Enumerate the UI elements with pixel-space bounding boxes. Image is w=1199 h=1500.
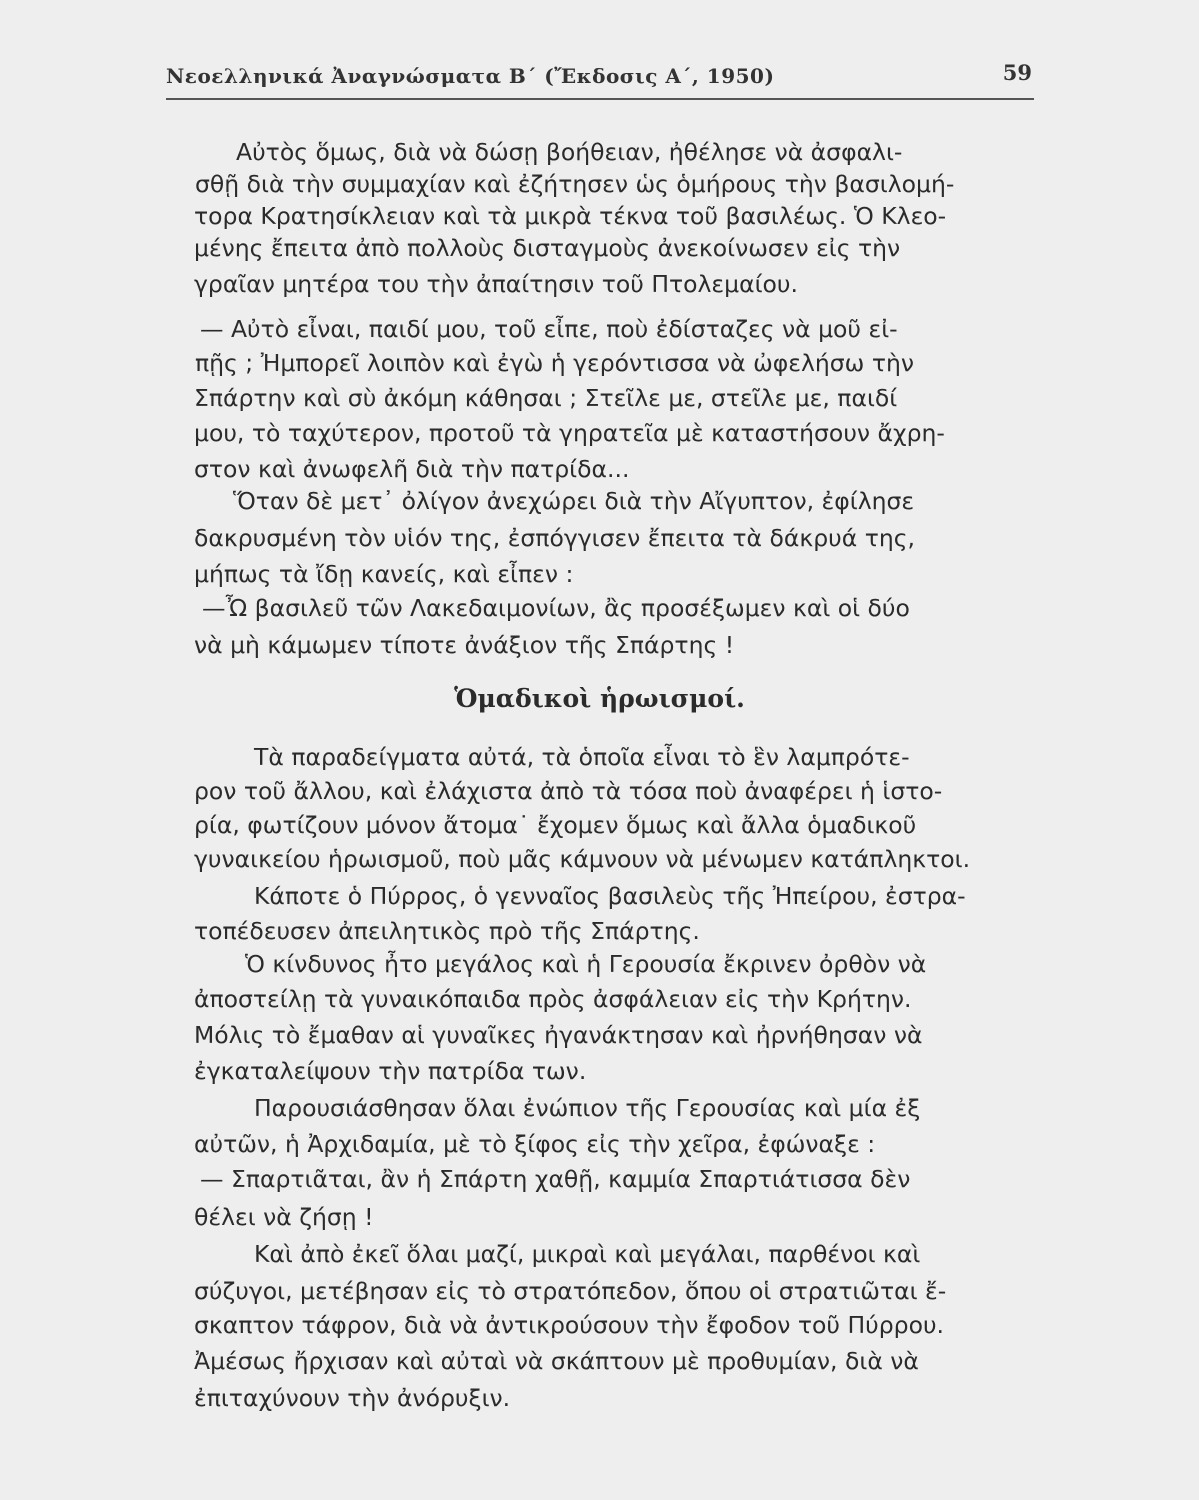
text-line: Τὰ παραδείγματα αὐτά, τὰ ὁποῖα εἶναι τὸ ἓν λαμπρότε- [254, 743, 910, 771]
text-line: Παρουσιάσθησαν ὅλαι ἐνώπιον τῆς Γερουσίας καὶ μία ἐξ [254, 1094, 921, 1122]
text-line: Ἀμέσως ἤρχισαν καὶ αὐταὶ νὰ σκάπτουν μὲ προθυμίαν, διὰ νὰ [194, 1347, 919, 1375]
text-line: — Σπαρτιᾶται, ἂν ἡ Σπάρτη χαθῇ, καμμία Σπαρτιάτισσα δὲν [200, 1165, 911, 1193]
text-line: γραῖαν μητέρα του τὴν ἀπαίτησιν τοῦ Πτολεμαίου. [194, 270, 798, 298]
text-line: — Αὐτὸ εἶναι, παιδί μου, τοῦ εἶπε, ποὺ ἐδίσταζες νὰ μοῦ εἰ- [200, 315, 898, 343]
text-line: πῇς ; Ἠμπορεῖ λοιπὸν καὶ ἐγὼ ἡ γερόντισσα νὰ ὠφελήσω τὴν [195, 349, 914, 377]
text-line: μένης ἔπειτα ἀπὸ πολλοὺς δισταγμοὺς ἀνεκοίνωσεν εἰς τὴν [194, 234, 901, 262]
text-line: τορα Κρατησίκλειαν καὶ τὰ μικρὰ τέκνα τοῦ βασιλέως. Ὁ Κλεο- [194, 202, 947, 230]
text-line: θέλει νὰ ζήσῃ ! [194, 1203, 374, 1231]
text-line: στον καὶ ἀνωφελῆ διὰ τὴν πατρίδα... [194, 455, 630, 483]
text-line: ἐγκαταλείψουν τὴν πατρίδα των. [194, 1057, 587, 1085]
text-line: —Ὦ βασιλεῦ τῶν Λακεδαιμονίων, ἂς προσέξωμεν καὶ οἱ δύο [202, 594, 910, 622]
text-line: Αὐτὸς ὅμως, διὰ νὰ δώσῃ βοήθειαν, ἠθέλησε νὰ ἀσφαλι- [236, 138, 903, 166]
page-number: 59 [1002, 60, 1032, 85]
text-line: γυναικείου ἡρωισμοῦ, ποὺ μᾶς κάμνουν νὰ μένωμεν κατάπληκτοι. [194, 845, 971, 873]
text-line: μήπως τὰ ἴδῃ κανείς, καὶ εἶπεν : [194, 560, 574, 588]
text-line: σκαπτον τάφρον, διὰ νὰ ἀντικρούσουν τὴν ἔφοδον τοῦ Πύρρου. [194, 1311, 945, 1339]
text-line: ρον τοῦ ἄλλου, καὶ ἐλάχιστα ἀπὸ τὰ τόσα ποὺ ἀναφέρει ἡ ἱστο- [194, 777, 943, 805]
text-line: νὰ μὴ κάμωμεν τίποτε ἀνάξιον τῆς Σπάρτης ! [194, 631, 735, 659]
text-line: Κάποτε ὁ Πύρρος, ὁ γενναῖος βασιλεὺς τῆς Ἠπείρου, ἐστρα- [254, 882, 966, 910]
running-header [166, 58, 1034, 100]
section-heading: Ὁμαδικοὶ ἡρωισμοί. [454, 684, 745, 713]
text-line: Ὁ κίνδυνος ἦτο μεγάλος καὶ ἡ Γερουσία ἔκρινεν ὀρθὸν νὰ [245, 950, 927, 978]
text-line: ἐπιταχύνουν τὴν ἀνόρυξιν. [194, 1384, 511, 1412]
text-line: ἀποστείλῃ τὰ γυναικόπαιδα πρὸς ἀσφάλειαν εἰς τὴν Κρήτην. [194, 985, 912, 1013]
text-line: σθῇ διὰ τὴν συμμαχίαν καὶ ἐζήτησεν ὡς ὁμήρους τὴν βασιλομή- [195, 170, 955, 198]
text-line: μου, τὸ ταχύτερον, προτοῦ τὰ γηρατεῖα μὲ καταστήσουν ἄχρη- [194, 419, 945, 447]
text-line: Καὶ ἀπὸ ἐκεῖ ὅλαι μαζί, μικραὶ καὶ μεγάλαι, παρθένοι καὶ [254, 1240, 921, 1268]
text-line: Μόλις τὸ ἔμαθαν αἱ γυναῖκες ἠγανάκτησαν καὶ ἠρνήθησαν νὰ [194, 1021, 923, 1049]
text-line: σύζυγοι, μετέβησαν εἰς τὸ στρατόπεδον, ὅπου οἱ στρατιῶται ἔ- [194, 1277, 947, 1305]
text-line: αὐτῶν, ἡ Ἀρχιδαμία, μὲ τὸ ξίφος εἰς τὴν χεῖρα, ἐφώναξε : [194, 1130, 876, 1158]
text-line: δακρυσμένη τὸν υἱόν της, ἐσπόγγισεν ἔπειτα τὰ δάκρυά της, [194, 524, 915, 552]
text-line: τοπέδευσεν ἀπειλητικὸς πρὸ τῆς Σπάρτης. [194, 917, 700, 945]
text-line: Ὅταν δὲ μετ᾽ ὀλίγον ἀνεχώρει διὰ τὴν Αἴγυπτον, ἐφίλησε [233, 487, 915, 515]
text-line: Σπάρτην καὶ σὺ ἀκόμη κάθησαι ; Στεῖλε με, στεῖλε με, παιδί [194, 384, 898, 412]
book-title: Νεοελληνικά Ἀναγνώσματα Β΄ (Ἔκδοσις Α΄, 1950) [166, 64, 775, 88]
text-line: ρία, φωτίζουν μόνον ἄτομα˙ ἔχομεν ὅμως καὶ ἄλλα ὁμαδικοῦ [194, 811, 917, 839]
